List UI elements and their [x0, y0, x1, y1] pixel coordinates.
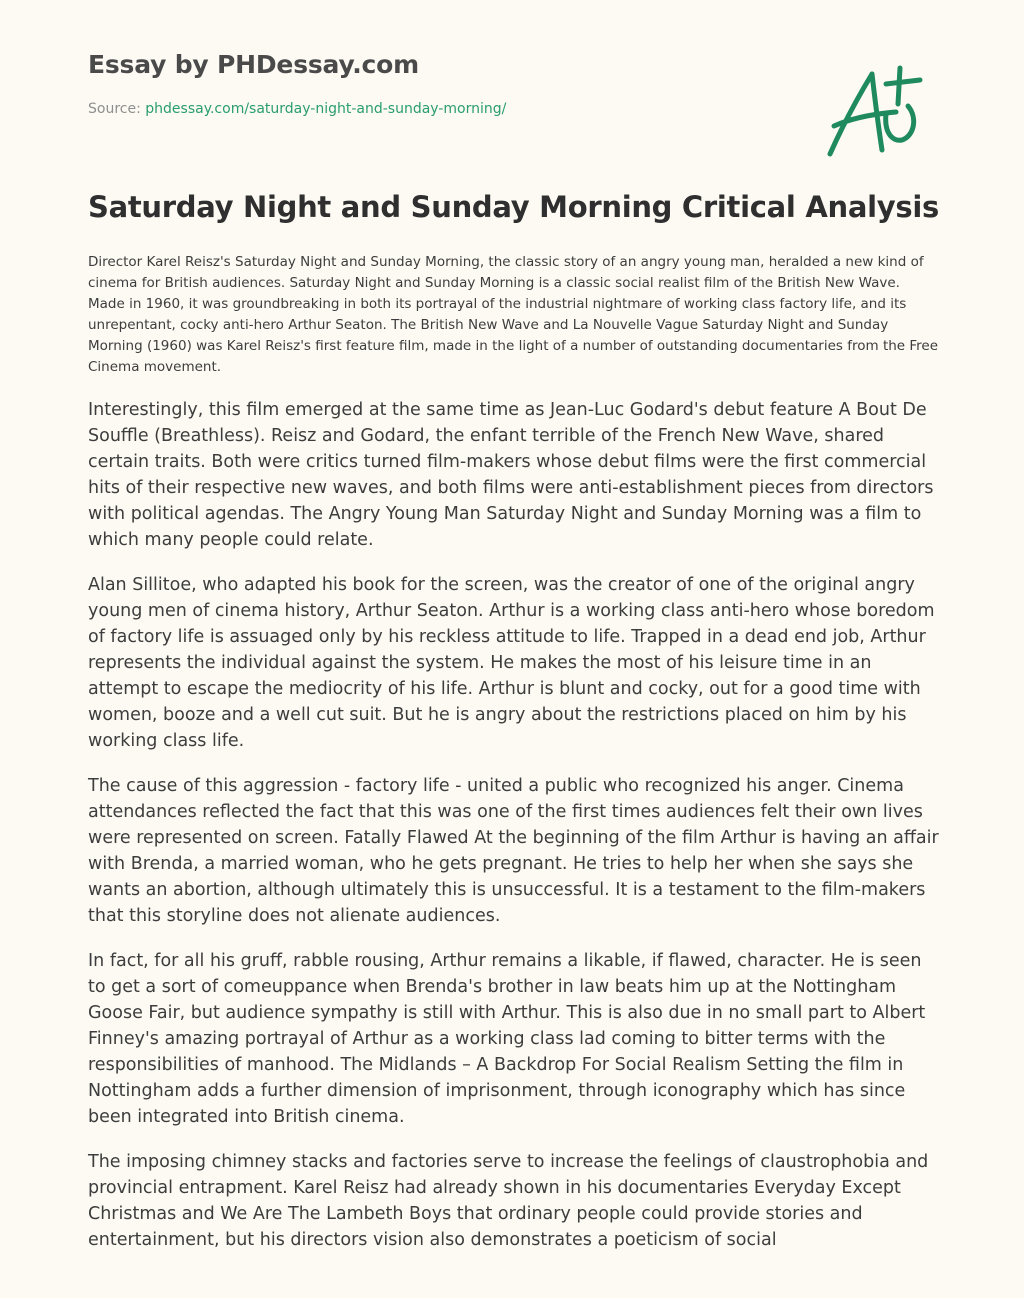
paragraph: In fact, for all his gruff, rabble rousing, Arthur remains a likable, if flawed, character. He is seen to get a sort of comeuppance when Brenda's brother in law beats him up at the Nottingham Goose Fair, but audience sympathy is still with Arthur. This is also due in no small part to Albert Finney's amazing portrayal of Arthur as a working class lad coming to bitter terms with the responsibilities of manhood. The Midlands – A Backdrop For Social Realism Setting the film in Nottingham adds a further dimension of imprisonment, through iconography which has since been integrated into British cinema. — [88, 951, 926, 1127]
paragraph: Alan Sillitoe, who adapted his book for the screen, was the creator of one of the original angry young men of cinema history, Arthur Seaton. Arthur is a working class anti-hero whose boredom of factory life is assuaged only by his reckless attitude to life. Trapped in a dead end job, Arthur represents the individual against the system. He makes the most of his leisure time in an attempt to escape the mediocrity of his life. Arthur is blunt and cocky, out for a good time with women, booze and a well cut suit. But he is angry about the restrictions placed on him by his working class life. — [88, 575, 935, 751]
a-plus-grade-icon — [820, 62, 930, 162]
source-link[interactable]: phdessay.com/saturday-night-and-sunday-morning/ — [145, 101, 507, 117]
paragraph: Interestingly, this film emerged at the same time as Jean-Luc Godard's debut feature A Bout De Souffle (Breathless). Reisz and Godard, the enfant terrible of the French New Wave, shared certain traits. Both were critics turned film-makers whose debut films were the first commercial hits of their respective new waves, and both films were anti-establishment pieces from directors with political agendas. The Angry Young Man Saturday Night and Sunday Morning was a film to which many people could relate. — [88, 400, 934, 550]
paragraph: The cause of this aggression - factory life - united a public who recognized his anger. Cinema attendances reflected the fact that this was one of the first times audiences felt their own lives were represented on screen. Fatally Flawed At the beginning of the film Arthur is having an affair with Brenda, a married woman, who he gets pregnant. He tries to help her when she says she wants an abortion, although ultimately this is unsuccessful. It is a testament to the film-makers that this storyline does not alienate audiences. — [88, 776, 939, 926]
paragraph: The imposing chimney stacks and factories serve to increase the feelings of claustrophobia and provincial entrapment. Karel Reisz had already shown in his documentaries Everyday Except Christmas and We Are The Lambeth Boys that ordinary people could provide stories and entertainment, but his directors vision also demonstrates a poeticism of social — [88, 1152, 929, 1250]
essay-title: Saturday Night and Sunday Morning Critical Analysis — [88, 190, 939, 224]
source-label: Source: — [88, 101, 146, 117]
essay-body — [88, 397, 940, 1272]
source-line — [88, 101, 506, 117]
site-title: Essay by PHDessay.com — [88, 50, 419, 79]
essay-intro: Director Karel Reisz's Saturday Night and Sunday Morning, the classic story of an angry young man, heralded a new kind of cinema for British audiences. Saturday Night and Sunday Morning is a classic social realist film of the British New Wave. Made in 1960, it was groundbreaking in both its portrayal of the industrial nightmare of working class factory life, and its unrepentant, cocky anti-hero Arthur Seaton. The British New Wave and La Nouvelle Vague Saturday Night and Sunday Morning (1960) was Karel Reisz's first feature film, made in the light of a number of outstanding documentaries from the Free Cinema movement. — [88, 254, 939, 375]
